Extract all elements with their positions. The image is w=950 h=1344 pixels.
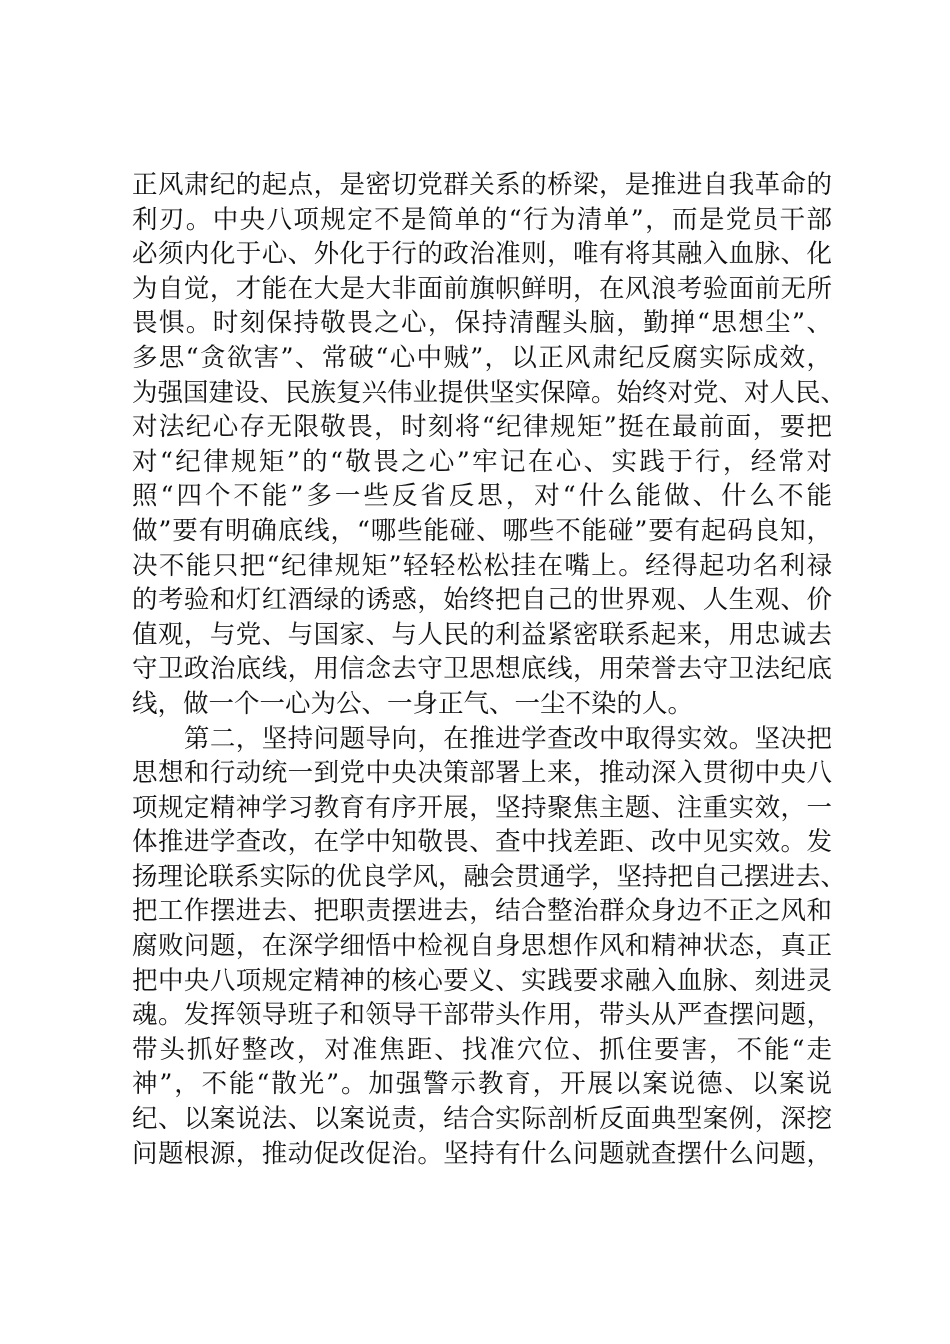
text-line: 为强国建设、民族复兴伟业提供坚实保障。始终对党、对人民、 xyxy=(132,377,847,408)
text-line: 为自觉，才能在大是大非面前旗帜鲜明，在风浪考验面前无所 xyxy=(132,273,832,304)
text-line: 正风肃纪的起点，是密切党群关系的桥梁，是推进自我革命的 xyxy=(132,170,832,200)
text-line: 把中央八项规定精神的核心要义、实践要求融入血脉、刻进灵 xyxy=(132,965,832,996)
text-line: 把工作摆进去、把职责摆进去，结合整治群众身边不正之风和 xyxy=(132,896,832,927)
text-line: 对“纪律规矩”的“敬畏之心”牢记在心、实践于行，经常对 xyxy=(132,446,832,477)
text-line: 思想和行动统一到党中央决策部署上来，推动深入贯彻中央八 xyxy=(132,758,832,789)
text-line: 必须内化于心、外化于行的政治准则，唯有将其融入血脉、化 xyxy=(132,239,832,270)
text-line: 多思“贪欲害”、常破“心中贼”，以正风肃纪反腐实际成效， xyxy=(132,342,832,373)
text-line: 的考验和灯红酒绿的诱惑，始终把自己的世界观、人生观、价 xyxy=(132,585,832,616)
text-line: 腐败问题，在深学细悟中检视自身思想作风和精神状态，真正 xyxy=(132,931,832,962)
text-line: 线，做一个一心为公、一身正气、一尘不染的人。 xyxy=(132,688,694,719)
text-line: 畏惧。时刻保持敬畏之心，保持清醒头脑，勤掸“思想尘”、 xyxy=(132,308,832,339)
text-line: 照“四个不能”多一些反省反思，对“什么能做、什么不能 xyxy=(132,481,832,512)
text-line: 带头抓好整改，对准焦距、找准穴位、抓住要害，不能“走 xyxy=(132,1034,832,1065)
body-text xyxy=(132,168,847,1171)
text-line: 决不能只把“纪律规矩”轻轻松松挂在嘴上。经得起功名利禄 xyxy=(132,550,832,581)
text-line: 项规定精神学习教育有序开展，坚持聚焦主题、注重实效，一 xyxy=(132,792,832,823)
text-line: 神”，不能“散光”。加强警示教育，开展以案说德、以案说 xyxy=(132,1069,832,1100)
text-line: 利刃。中央八项规定不是简单的“行为清单”，而是党员干部 xyxy=(132,204,832,235)
text-line: 守卫政治底线，用信念去守卫思想底线，用荣誉去守卫法纪底 xyxy=(132,654,832,685)
text-line: 体推进学查改，在学中知敬畏、查中找差距、改中见实效。发 xyxy=(132,827,832,858)
text-line: 值观，与党、与国家、与人民的利益紧密联系起来，用忠诚去 xyxy=(132,619,832,650)
text-line: 问题根源，推动促改促治。坚持有什么问题就查摆什么问题， xyxy=(132,1138,832,1169)
text-line: 做”要有明确底线，“哪些能碰、哪些不能碰”要有起码良知， xyxy=(132,515,832,546)
paragraph-start-line: 第二，坚持问题导向，在推进学查改中取得实效。坚决把 xyxy=(132,723,832,754)
text-line: 纪、以案说法、以案说责，结合实际剖析反面典型案例，深挖 xyxy=(132,1104,832,1135)
text-line: 魂。发挥领导班子和领导干部带头作用，带头从严查摆问题， xyxy=(132,1000,832,1031)
text-line: 扬理论联系实际的优良学风，融会贯通学，坚持把自己摆进去、 xyxy=(132,861,847,892)
text-line: 对法纪心存无限敬畏，时刻将“纪律规矩”挺在最前面，要把 xyxy=(132,412,832,443)
